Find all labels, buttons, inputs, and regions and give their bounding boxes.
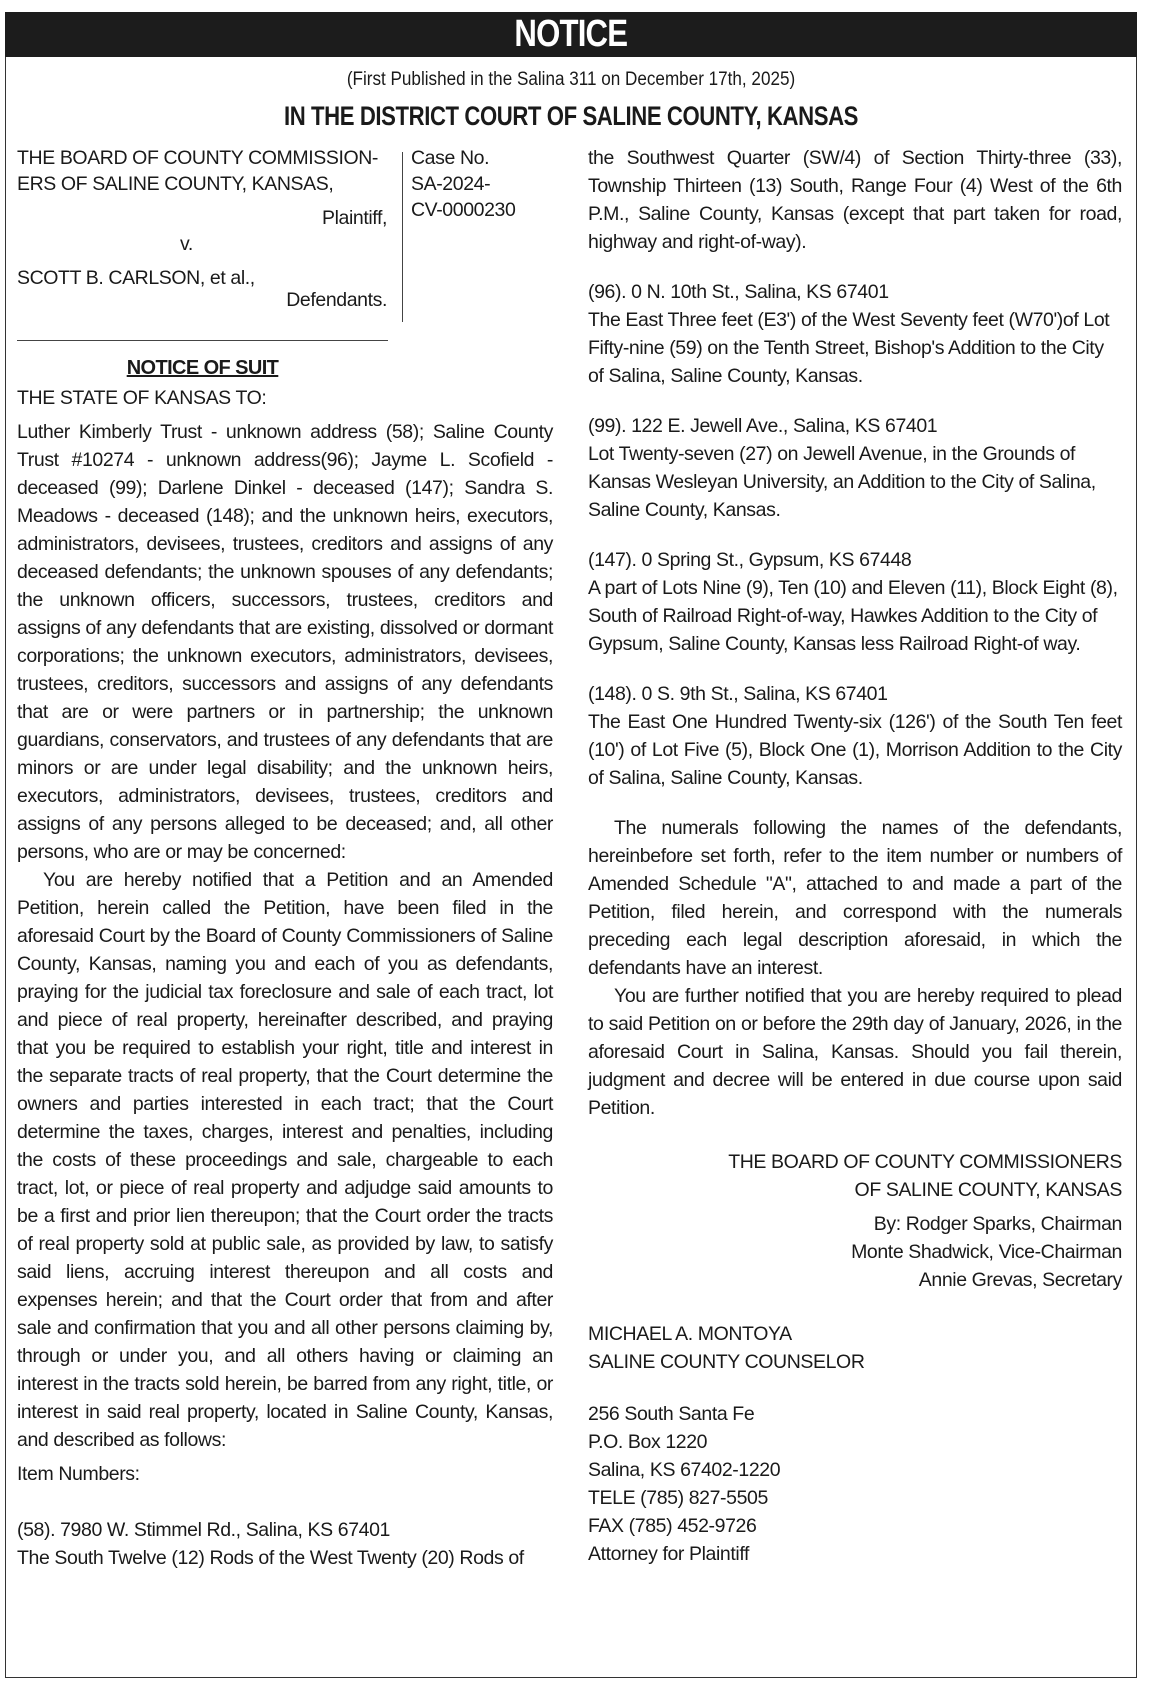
signer-vice-chairman: Monte Shadwick, Vice-Chairman xyxy=(851,1241,1122,1263)
case-caption xyxy=(17,147,553,342)
plaintiff-name-line2: ERS OF SALINE COUNTY, KANSAS, xyxy=(17,173,334,195)
defendant-label: Defendants. xyxy=(286,289,387,311)
counsel-street: 256 South Santa Fe xyxy=(588,1403,755,1425)
plaintiff-name-line1: THE BOARD OF COUNTY COMMISSION- xyxy=(17,147,379,169)
item-148-description: The East One Hundred Twenty-six (126') of the South Ten feet (10') of Lot Five (5), Block One (1), Morrison Addition to the City of Salina, Saline County, Kansas. xyxy=(588,711,1122,789)
signature-block xyxy=(588,1148,1122,1294)
counsel-city: Salina, KS 67402-1220 xyxy=(588,1459,781,1481)
notice-title: NOTICE xyxy=(514,13,628,55)
item-99-description: Lot Twenty-seven (27) on Jewell Avenue, in the Grounds of Kansas Wesleyan University, an Addition to the City of Salina, Saline County, Kansas. xyxy=(588,443,1096,521)
board-line2: OF SALINE COUNTY, KANSAS xyxy=(854,1179,1122,1201)
item-numbers-label: Item Numbers: xyxy=(17,1463,140,1485)
plead-paragraph: You are further notified that you are hereby required to plead to said Petition on or before the 29th day of January, 2026, in the aforesaid Court in Salina, Kansas. Should you fail therein, judgment and decree will be entered in due course upon said Petition. xyxy=(588,985,1122,1119)
item-96-address: (96). 0 N. 10th St., Salina, KS 67401 xyxy=(588,281,889,303)
case-number-line1: SA-2024- xyxy=(411,173,491,195)
case-number-block xyxy=(402,147,552,322)
item-148-address: (148). 0 S. 9th St., Salina, KS 67401 xyxy=(588,683,888,705)
counsel-role: Attorney for Plaintiff xyxy=(588,1543,750,1565)
defendants-paragraph: Luther Kimberly Trust - unknown address (58); Saline County Trust #10274 - unknown address(96); Jayme L. Scofield - deceased (99); Darlene Dinkel - deceased (147); Sandra S. Meadows - deceased (148); and the unknown heirs, executors, administrators, devisees, trustees, creditors and assigns of any deceased defendants; the unknown spouses of any defendants; the unknown officers, successors, trustees, creditors and assigns of any defendants that are existing, dissolved or dormant corporations; the unknown executors, administrators, devisees, trustees, creditors, successors and assigns of any defendants that are or were partners or in partnership; the unknown guardians, conservators, and trustees of any defendants that are minors or are under legal disability; and the unknown heirs, executors, administrators, devisees, trustees, creditors and assigns of any persons alleged to be deceased; and, all other persons, who are or may be concerned: xyxy=(17,421,553,863)
signer-chairman: By: Rodger Sparks, Chairman xyxy=(873,1213,1122,1235)
plaintiff-label: Plaintiff, xyxy=(321,207,387,229)
item-58-description-part1: The South Twelve (12) Rods of the West Twenty (20) Rods of xyxy=(17,1547,524,1569)
counsel-title: SALINE COUNTY COUNSELOR xyxy=(588,1351,865,1373)
item-96-description: The East Three feet (E3') of the West Seventy feet (W70')of Lot Fifty-nine (59) on the Tenth Street, Bishop's Addition to the City of Salina, Saline County, Kansas. xyxy=(588,309,1110,387)
counsel-block xyxy=(588,1320,1122,1568)
publication-line: (First Published in the Salina 311 on December 17th, 2025) xyxy=(346,69,796,90)
petition-paragraph: You are hereby notified that a Petition and an Amended Petition, herein called the Petition, have been filed in the aforesaid Court by the Board of County Commissioners of Saline County, Kansas, naming you and each of you as defendants, praying for the judicial tax foreclosure and sale of each tract, lot and piece of real property, hereinafter described, and praying that you be required to establish your right, title and interest in the separate tracts of real property, that the Court determine the owners and parties interested in each tract; that the Court determine the taxes, charges, interest and penalties, including the costs of these proceedings and sale, chargeable to each tract, lot, or piece of real property and adjudge said amounts to be a first and prior lien thereupon; that the Court order the tracts of real property sold at public sale, as provided by law, to satisfy said liens, accruing interest thereupon and all costs and expenses herein; and that the Court order that from and after sale and confirmation that you and all other persons claiming by, through or under you, and all others having or claiming an interest in the tracts sold herein, be barred from any right, title, or interest in said real property, located in Saline County, Kansas, and described as follows: xyxy=(17,869,553,1451)
court-heading: IN THE DISTRICT COURT OF SALINE COUNTY, KANSAS xyxy=(283,101,858,131)
item-58-description-part2: the Southwest Quarter (SW/4) of Section Thirty-three (33), Township Thirteen (13) South, Range Four (4) West of the 6th P.M., Saline County, Kansas (except that part taken for road, highway and right-of-way). xyxy=(588,147,1122,253)
caption-divider xyxy=(17,340,388,341)
signer-secretary: Annie Grevas, Secretary xyxy=(918,1269,1122,1291)
counsel-po-box: P.O. Box 1220 xyxy=(588,1431,708,1453)
item-99-address: (99). 122 E. Jewell Ave., Salina, KS 67401 xyxy=(588,415,938,437)
case-label: Case No. xyxy=(411,147,490,169)
item-147-address: (147). 0 Spring St., Gypsum, KS 67448 xyxy=(588,549,912,571)
counsel-fax: FAX (785) 452-9726 xyxy=(588,1515,757,1537)
versus: v. xyxy=(180,233,193,255)
item-58-address: (58). 7980 W. Stimmel Rd., Salina, KS 67401 xyxy=(17,1519,390,1541)
counsel-phone: TELE (785) 827-5505 xyxy=(588,1487,768,1509)
addressee: THE STATE OF KANSAS TO: xyxy=(17,387,267,409)
defendant-name: SCOTT B. CARLSON, et al., xyxy=(17,267,255,289)
right-column xyxy=(588,147,1122,1568)
board-line1: THE BOARD OF COUNTY COMMISSIONERS xyxy=(728,1151,1122,1173)
numerals-paragraph: The numerals following the names of the defendants, hereinbefore set forth, refer to the item number or numbers of Amended Schedule "A", attached to and made a part of the Petition, filed herein, and correspond with the numerals preceding each legal description aforesaid, in which the defendants have an interest. xyxy=(588,817,1122,979)
case-number-line2: CV-0000230 xyxy=(411,199,516,221)
counsel-name: MICHAEL A. MONTOYA xyxy=(588,1323,792,1345)
item-147-description: A part of Lots Nine (9), Ten (10) and Eleven (11), Block Eight (8), South of Railroad Right-of-way, Hawkes Addition to the City of Gypsum, Saline County, Kansas less Railroad Right-of way. xyxy=(588,577,1118,655)
notice-of-suit-heading: NOTICE OF SUIT xyxy=(126,357,279,379)
header-bar xyxy=(5,12,1137,57)
left-column xyxy=(17,147,553,1572)
